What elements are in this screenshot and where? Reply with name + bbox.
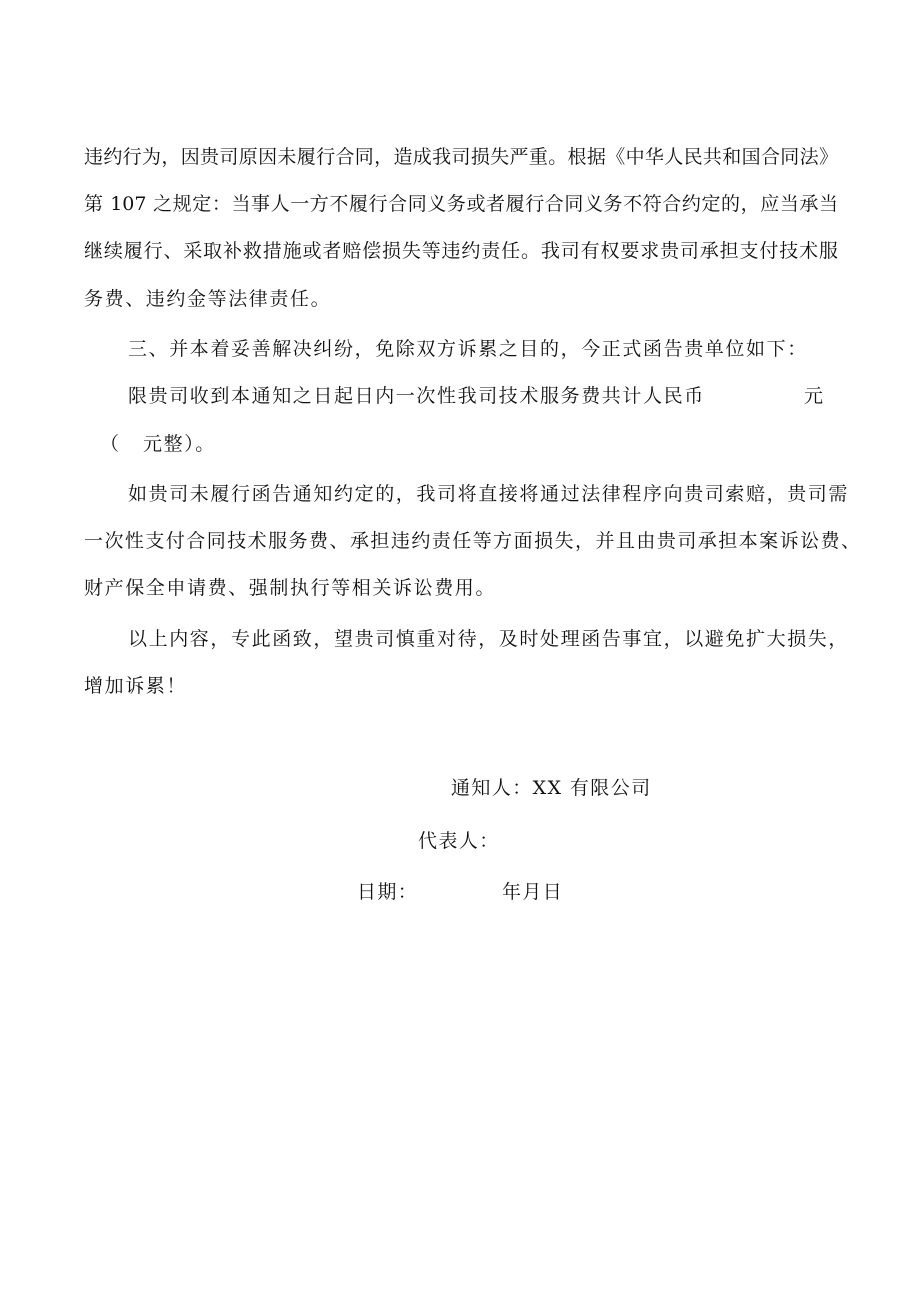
body-line-4: 务费、违约金等法律责任。 <box>84 288 332 310</box>
body-line-13: 以上内容，专此函致，望贵司慎重对待，及时处理函告事宜，以避免扩大损失， <box>128 628 850 650</box>
amount-open-paren: （ <box>100 433 121 455</box>
payment-demand-line: 限贵司收到本通知之日起日内一次性我司技术服务费共计人民币 <box>128 385 705 407</box>
body-line-10: 如贵司未履行函告通知约定的，我司将直接将通过法律程序向贵司索赔，贵司需 <box>128 483 850 505</box>
date-suffix: 年月日 <box>502 881 564 903</box>
body-line-14: 增加诉累！ <box>84 675 188 697</box>
amount-unit-yuan: 元 <box>804 385 825 407</box>
notifier-line: 通知人：XX 有限公司 <box>451 777 652 799</box>
body-line-3: 继续履行、采取补救措施或者赔偿损失等违约责任。我司有权要求贵司承担支付技术服 <box>84 240 838 262</box>
body-line-12: 财产保全申请费、强制执行等相关诉讼费用。 <box>84 577 497 599</box>
body-line-11: 一次性支付合同技术服务费、承担违约责任等方面损失，并且由贵司承担本案诉讼费、 <box>84 530 860 552</box>
date-label: 日期： <box>357 881 419 903</box>
body-line-1: 违约行为，因贵司原因未履行合同，造成我司损失严重。根据《中华人民共和国合同法》 <box>84 146 838 168</box>
body-line-2: 第 107 之规定：当事人一方不履行合同义务或者履行合同义务不符合约定的，应当承当 <box>84 193 838 215</box>
representative-line: 代表人： <box>418 830 500 852</box>
amount-words-suffix: 元整）。 <box>143 433 216 455</box>
section-three-heading: 三、并本着妥善解决纠纷，免除双方诉累之目的，今正式函告贵单位如下： <box>128 338 808 360</box>
